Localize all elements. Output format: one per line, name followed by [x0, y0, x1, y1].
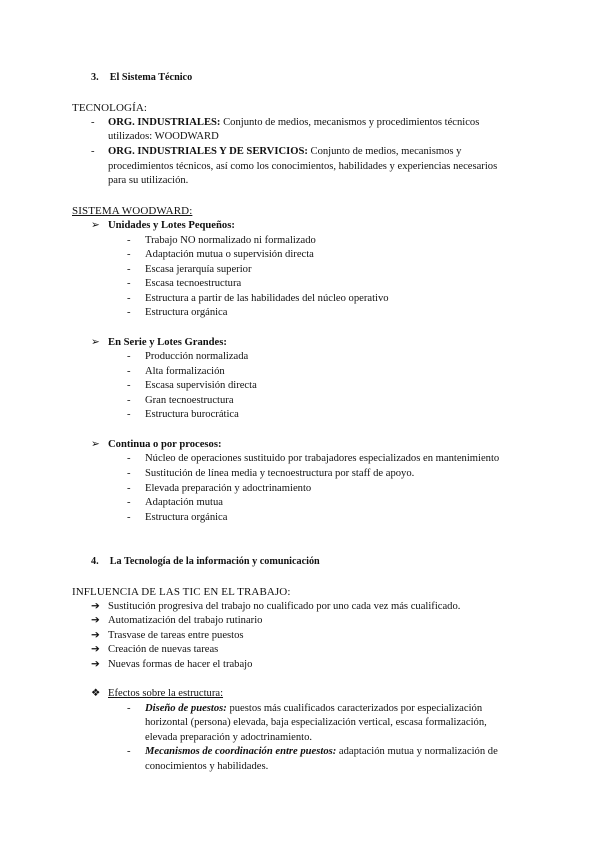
list-item: Trabajo NO normalizado ni formalizado	[145, 235, 316, 246]
list-bullet: -	[127, 512, 131, 523]
efecto-label: Diseño de puestos:	[145, 703, 227, 714]
list-item: Estructura burocrática	[145, 409, 239, 420]
arrowhead-icon: ➢	[91, 337, 100, 348]
list-bullet: -	[127, 351, 131, 362]
list-bullet: -	[127, 293, 131, 304]
list-bullet: -	[127, 395, 131, 406]
group-title: Continua o por procesos:	[108, 439, 222, 450]
list-item: Estructura orgánica	[145, 307, 228, 318]
list-bullet: -	[127, 264, 131, 275]
efecto-continuation: elevada preparación y adoctrinamiento.	[145, 732, 313, 743]
influencia-heading: INFLUENCIA DE LAS TIC EN EL TRABAJO:	[72, 586, 291, 598]
list-item: Núcleo de operaciones sustituido por trabajadores especializados en mantenimiento	[145, 453, 500, 464]
efecto-label: Mecanismos de coordinación entre puestos:	[145, 746, 337, 757]
tec-item-bullet: -	[91, 117, 95, 128]
efecto-text: adaptación mutua y normalización de	[336, 746, 498, 757]
arrow-right-icon: ➔	[91, 601, 100, 612]
list-bullet: -	[127, 483, 131, 494]
tec-item-bullet: -	[91, 146, 95, 157]
tec-item-continuation: utilizados: WOODWARD	[108, 131, 219, 142]
tec-item-continuation: para su utilización.	[108, 175, 189, 186]
arrow-right-icon: ➔	[91, 659, 100, 670]
list-bullet: -	[127, 249, 131, 260]
section-3-number: 3.	[91, 72, 99, 83]
section-3-heading	[91, 71, 192, 85]
list-bullet: -	[127, 235, 131, 246]
list-item: Sustitución de línea media y tecnoestructura por staff de apoyo.	[145, 468, 415, 479]
arrowhead-icon: ➢	[91, 439, 100, 450]
list-bullet: -	[127, 307, 131, 318]
tec-item-continuation: procedimientos técnicos, así como los conocimientos, habilidades y experiencias necesarios	[108, 161, 498, 172]
list-bullet: -	[127, 366, 131, 377]
section-4-number: 4.	[91, 556, 99, 567]
list-bullet: -	[127, 278, 131, 289]
efecto-text: puestos más cualificados caracterizados por especialización	[226, 703, 483, 714]
arrowhead-icon: ➢	[91, 220, 100, 231]
list-item: Estructura orgánica	[145, 512, 228, 523]
efecto-diseno-puestos	[145, 702, 482, 716]
list-item: Escasa supervisión directa	[145, 380, 257, 391]
list-item: Adaptación mutua o supervisión directa	[145, 249, 314, 260]
woodward-heading: SISTEMA WOODWARD:	[72, 205, 193, 217]
efecto-continuation: conocimientos y habilidades.	[145, 761, 269, 772]
list-item: Escasa tecnoestructura	[145, 278, 242, 289]
arrow-list-item: Automatización del trabajo rutinario	[108, 615, 263, 626]
arrow-list-item: Creación de nuevas tareas	[108, 644, 219, 655]
arrow-list-item: Trasvase de tareas entre puestos	[108, 630, 244, 641]
tec-item-label: ORG. INDUSTRIALES Y DE SERVICIOS:	[108, 146, 308, 157]
efecto-mecanismos-coordinacion	[145, 745, 498, 759]
list-item: Adaptación mutua	[145, 497, 223, 508]
list-item: Alta formalización	[145, 366, 225, 377]
list-item: Estructura a partir de las habilidades del núcleo operativo	[145, 293, 389, 304]
group-title: Unidades y Lotes Pequeños:	[108, 220, 235, 231]
list-bullet: -	[127, 746, 131, 757]
list-bullet: -	[127, 703, 131, 714]
tec-item-text: Conjunto de medios, mecanismos y	[307, 146, 462, 157]
arrow-list-item: Nuevas formas de hacer el trabajo	[108, 659, 253, 670]
tec-item-industriales	[108, 116, 479, 130]
group-title: En Serie y Lotes Grandes:	[108, 337, 227, 348]
list-bullet: -	[127, 380, 131, 391]
efecto-continuation: horizontal (persona) elevada, baja especialización vertical, escasa formalización,	[145, 717, 487, 728]
diamond-bullet-icon: ❖	[91, 688, 101, 699]
list-item: Gran tecnoestructura	[145, 395, 234, 406]
section-4-heading	[91, 555, 320, 569]
tec-item-label: ORG. INDUSTRIALES:	[108, 117, 221, 128]
arrow-right-icon: ➔	[91, 615, 100, 626]
list-bullet: -	[127, 468, 131, 479]
section-3-title: El Sistema Técnico	[109, 72, 193, 83]
tecnologia-heading: TECNOLOGÍA:	[72, 102, 148, 114]
list-bullet: -	[127, 453, 131, 464]
list-bullet: -	[127, 497, 131, 508]
list-item: Producción normalizada	[145, 351, 249, 362]
list-bullet: -	[127, 409, 131, 420]
tec-item-text: Conjunto de medios, mecanismos y procedimientos técnicos	[220, 117, 480, 128]
list-item: Elevada preparación y adoctrinamiento	[145, 483, 312, 494]
section-4-title: La Tecnología de la información y comunicación	[109, 556, 320, 567]
arrow-right-icon: ➔	[91, 644, 100, 655]
tec-item-industriales-servicios	[108, 145, 461, 159]
arrow-list-item: Sustitución progresiva del trabajo no cualificado por uno cada vez más cualificado.	[108, 601, 461, 612]
list-item: Escasa jerarquía superior	[145, 264, 252, 275]
arrow-right-icon: ➔	[91, 630, 100, 641]
efectos-heading: Efectos sobre la estructura:	[108, 688, 224, 699]
